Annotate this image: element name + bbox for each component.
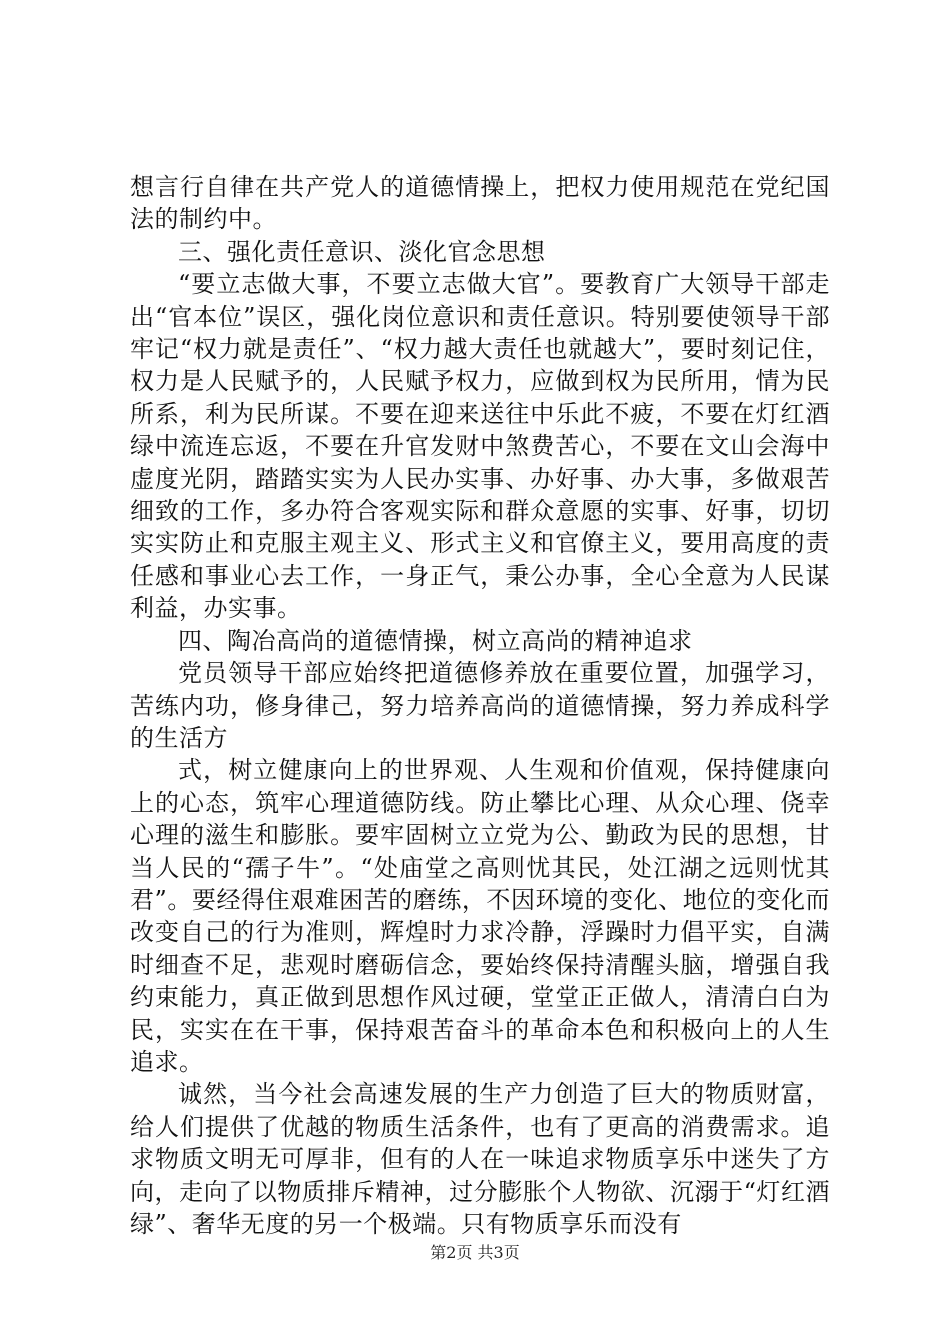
- section-heading-3: 三、强化责任意识、淡化官念思想: [178, 237, 546, 266]
- section-heading-4: 四、陶冶高尚的道德情操，树立高尚的精神追求: [178, 626, 693, 655]
- paragraph-2: “要立志做大事，不要立志做大官”。要教育广大领导干部走出“官本位”误区，强化岗位意识和责任意识。特别要使领导干部牢记“权力就是责任”、“权力越大责任也就越大”，要时刻记住，权力是人民赋予的，人民赋予权力，应做到权为民所用，情为民所系，利为民所谋。不要在迎来送往中乐此不疲，不要在灯红酒绿中流连忘返，不要在升官发财中煞费苦心，不要在文山会海中虚度光阴，踏踏实实为人民办实事、办好事、办大事，多做艰苦细致的工作，多办符合客观实际和群众意愿的实事、好事，切切实实防止和克服主观主义、形式主义和官僚主义，要用高度的责任感和事业心去工作，一身正气，秉公办事，全心全意为人民谋利益，办实事。: [130, 270, 830, 623]
- page-number-footer: 第2页 共3页: [430, 1243, 520, 1262]
- document-body: [130, 171, 830, 1240]
- paragraph-3: 党员领导干部应始终把道德修养放在重要位置，加强学习，苦练内功，修身律己，努力培养高尚的道德情操，努力养成科学的生活方: [130, 659, 830, 752]
- paragraph-5: 诚然，当今社会高速发展的生产力创造了巨大的物质财富，给人们提供了优越的物质生活条件，也有了更高的消费需求。追求物质文明无可厚非，但有的人在一味追求物质享乐中迷失了方向，走向了以物质排斥精神，过分膨胀个人物欲、沉溺于“灯红酒绿”、奢华无度的另一个极端。只有物质享乐而没有: [130, 1080, 830, 1238]
- paragraph-4: 式，树立健康向上的世界观、人生观和价值观，保持健康向上的心态，筑牢心理道德防线。防止攀比心理、从众心理、侥幸心理的滋生和膨胀。要牢固树立立党为公、勤政为民的思想，甘当人民的“孺子牛”。“处庙堂之高则忧其民，处江湖之远则忧其君”。要经得住艰难困苦的磨练，不因环境的变化、地位的变化而改变自己的行为准则，辉煌时力求冷静，浮躁时力倡平实，自满时细查不足，悲观时磨砺信念，要始终保持清醒头脑，增强自我约束能力，真正做到思想作风过硬，堂堂正正做人，清清白白为民，实实在在干事，保持艰苦奋斗的革命本色和积极向上的人生追求。: [130, 756, 830, 1076]
- paragraph-1: 想言行自律在共产党人的道德情操上，把权力使用规范在党纪国法的制约中。: [130, 173, 830, 234]
